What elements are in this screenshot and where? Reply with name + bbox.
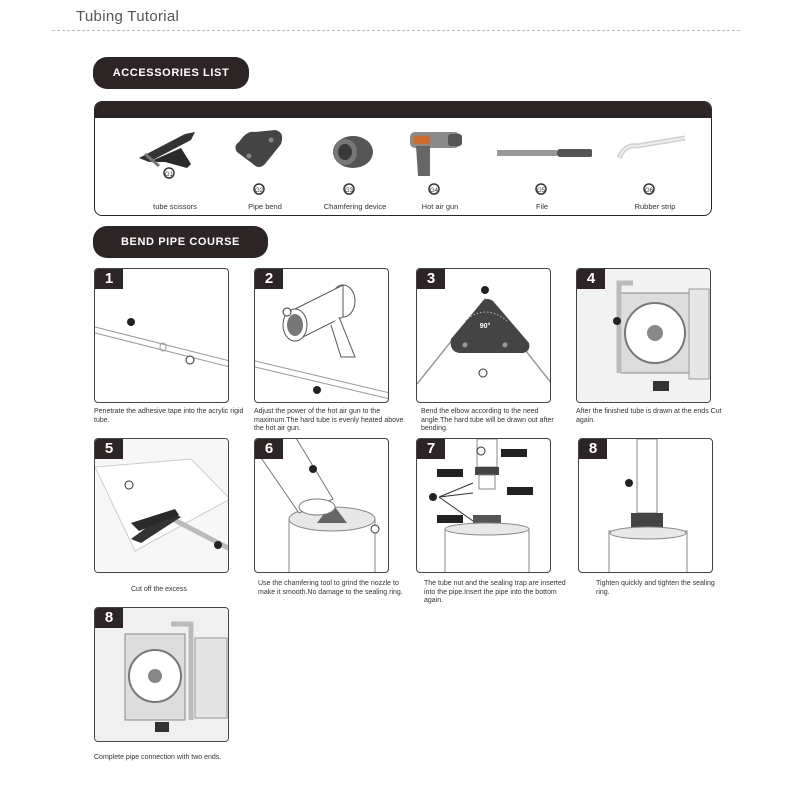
- step-3-illustration: [416, 268, 551, 403]
- step-number: 3: [417, 269, 445, 289]
- acrylic-tube-illustration: [95, 269, 229, 403]
- step-caption: Tighten quickly and tighten the sealing ring.: [596, 580, 715, 596]
- step-number: 8: [579, 439, 607, 459]
- svg-text:G6: G6: [644, 188, 654, 194]
- accessory-hot-air-gun: [390, 118, 490, 216]
- step-caption: Bend the elbow according to the need angle.The hard tube will be drawn out after bending.: [421, 408, 554, 433]
- accessories-heading: ACCESSORIES LIST: [93, 57, 249, 89]
- step-caption: The tube nut and the sealing trap are inserted into the pipe.Insert the pipe into the bottom again.: [424, 580, 566, 605]
- accessories-panel: [94, 101, 712, 216]
- step-caption: Penetrate the adhesive tape into the acrylic rigid tube.: [94, 408, 244, 424]
- step-number: 2: [255, 269, 283, 289]
- pc-case-tube-illustration: [577, 269, 711, 403]
- bending-elbow-illustration: [417, 269, 551, 403]
- step-8-illustration: [578, 438, 713, 573]
- accessory-file: [492, 118, 592, 216]
- step-caption: Adjust the power of the hot air gun to the maximum.The hard tube is evenly heated above the hot air gun.: [254, 408, 404, 433]
- accessory-label: tube scissors: [153, 202, 197, 211]
- step-number: 4: [577, 269, 605, 289]
- accessory-tube-scissors: [125, 118, 225, 216]
- cutting-tube-illustration: [95, 439, 229, 573]
- svg-text:G4: G4: [429, 188, 439, 194]
- accessory-label: Chamfering device: [323, 202, 387, 211]
- step-caption: Complete pipe connection with two ends.: [94, 754, 222, 761]
- accessory-label: Hot air gun: [421, 202, 459, 211]
- completed-connection-illustration: [95, 608, 229, 742]
- step-4-illustration: [576, 268, 711, 403]
- step-caption: Cut off the excess: [131, 586, 187, 593]
- step-6-illustration: [254, 438, 389, 573]
- step-number: 1: [95, 269, 123, 289]
- svg-text:G3: G3: [344, 188, 354, 194]
- step-number: 7: [417, 439, 445, 459]
- step-caption: After the finished tube is drawn at the ends Cut again.: [576, 408, 722, 424]
- step-number: 6: [255, 439, 283, 459]
- heating-tube-illustration: [255, 269, 389, 403]
- accessory-pipe-bend: [215, 118, 315, 216]
- step-7-illustration: [416, 438, 551, 573]
- step-2-illustration: [254, 268, 389, 403]
- step-1-illustration: [94, 268, 229, 403]
- svg-text:G5: G5: [536, 188, 546, 194]
- bend-course-heading: BEND PIPE COURSE: [93, 226, 268, 258]
- accessory-rubber-strip: [605, 118, 705, 216]
- title-divider: [52, 30, 740, 31]
- step-final-illustration: [94, 607, 229, 742]
- svg-text:G1: G1: [164, 172, 174, 178]
- bend-angle-label: 90°: [479, 323, 491, 330]
- tightened-fitting-illustration: [579, 439, 713, 573]
- step-5-illustration: [94, 438, 229, 573]
- accessory-label: Pipe bend: [248, 202, 282, 211]
- step-number: 5: [95, 439, 123, 459]
- accessory-label: File: [535, 202, 549, 211]
- svg-text:G2: G2: [254, 188, 264, 194]
- chamfering-tube-illustration: [255, 439, 389, 573]
- accessory-label: Rubber strip: [634, 202, 676, 211]
- fitting-assembly-illustration: [417, 439, 551, 573]
- step-caption: Use the chamfering tool to grind the nozzle to make it smooth.No damage to the sealing ring.: [258, 580, 403, 596]
- accessories-panel-bar: [95, 102, 711, 118]
- step-number: 8: [95, 608, 123, 628]
- page-title: Tubing Tutorial: [76, 8, 180, 25]
